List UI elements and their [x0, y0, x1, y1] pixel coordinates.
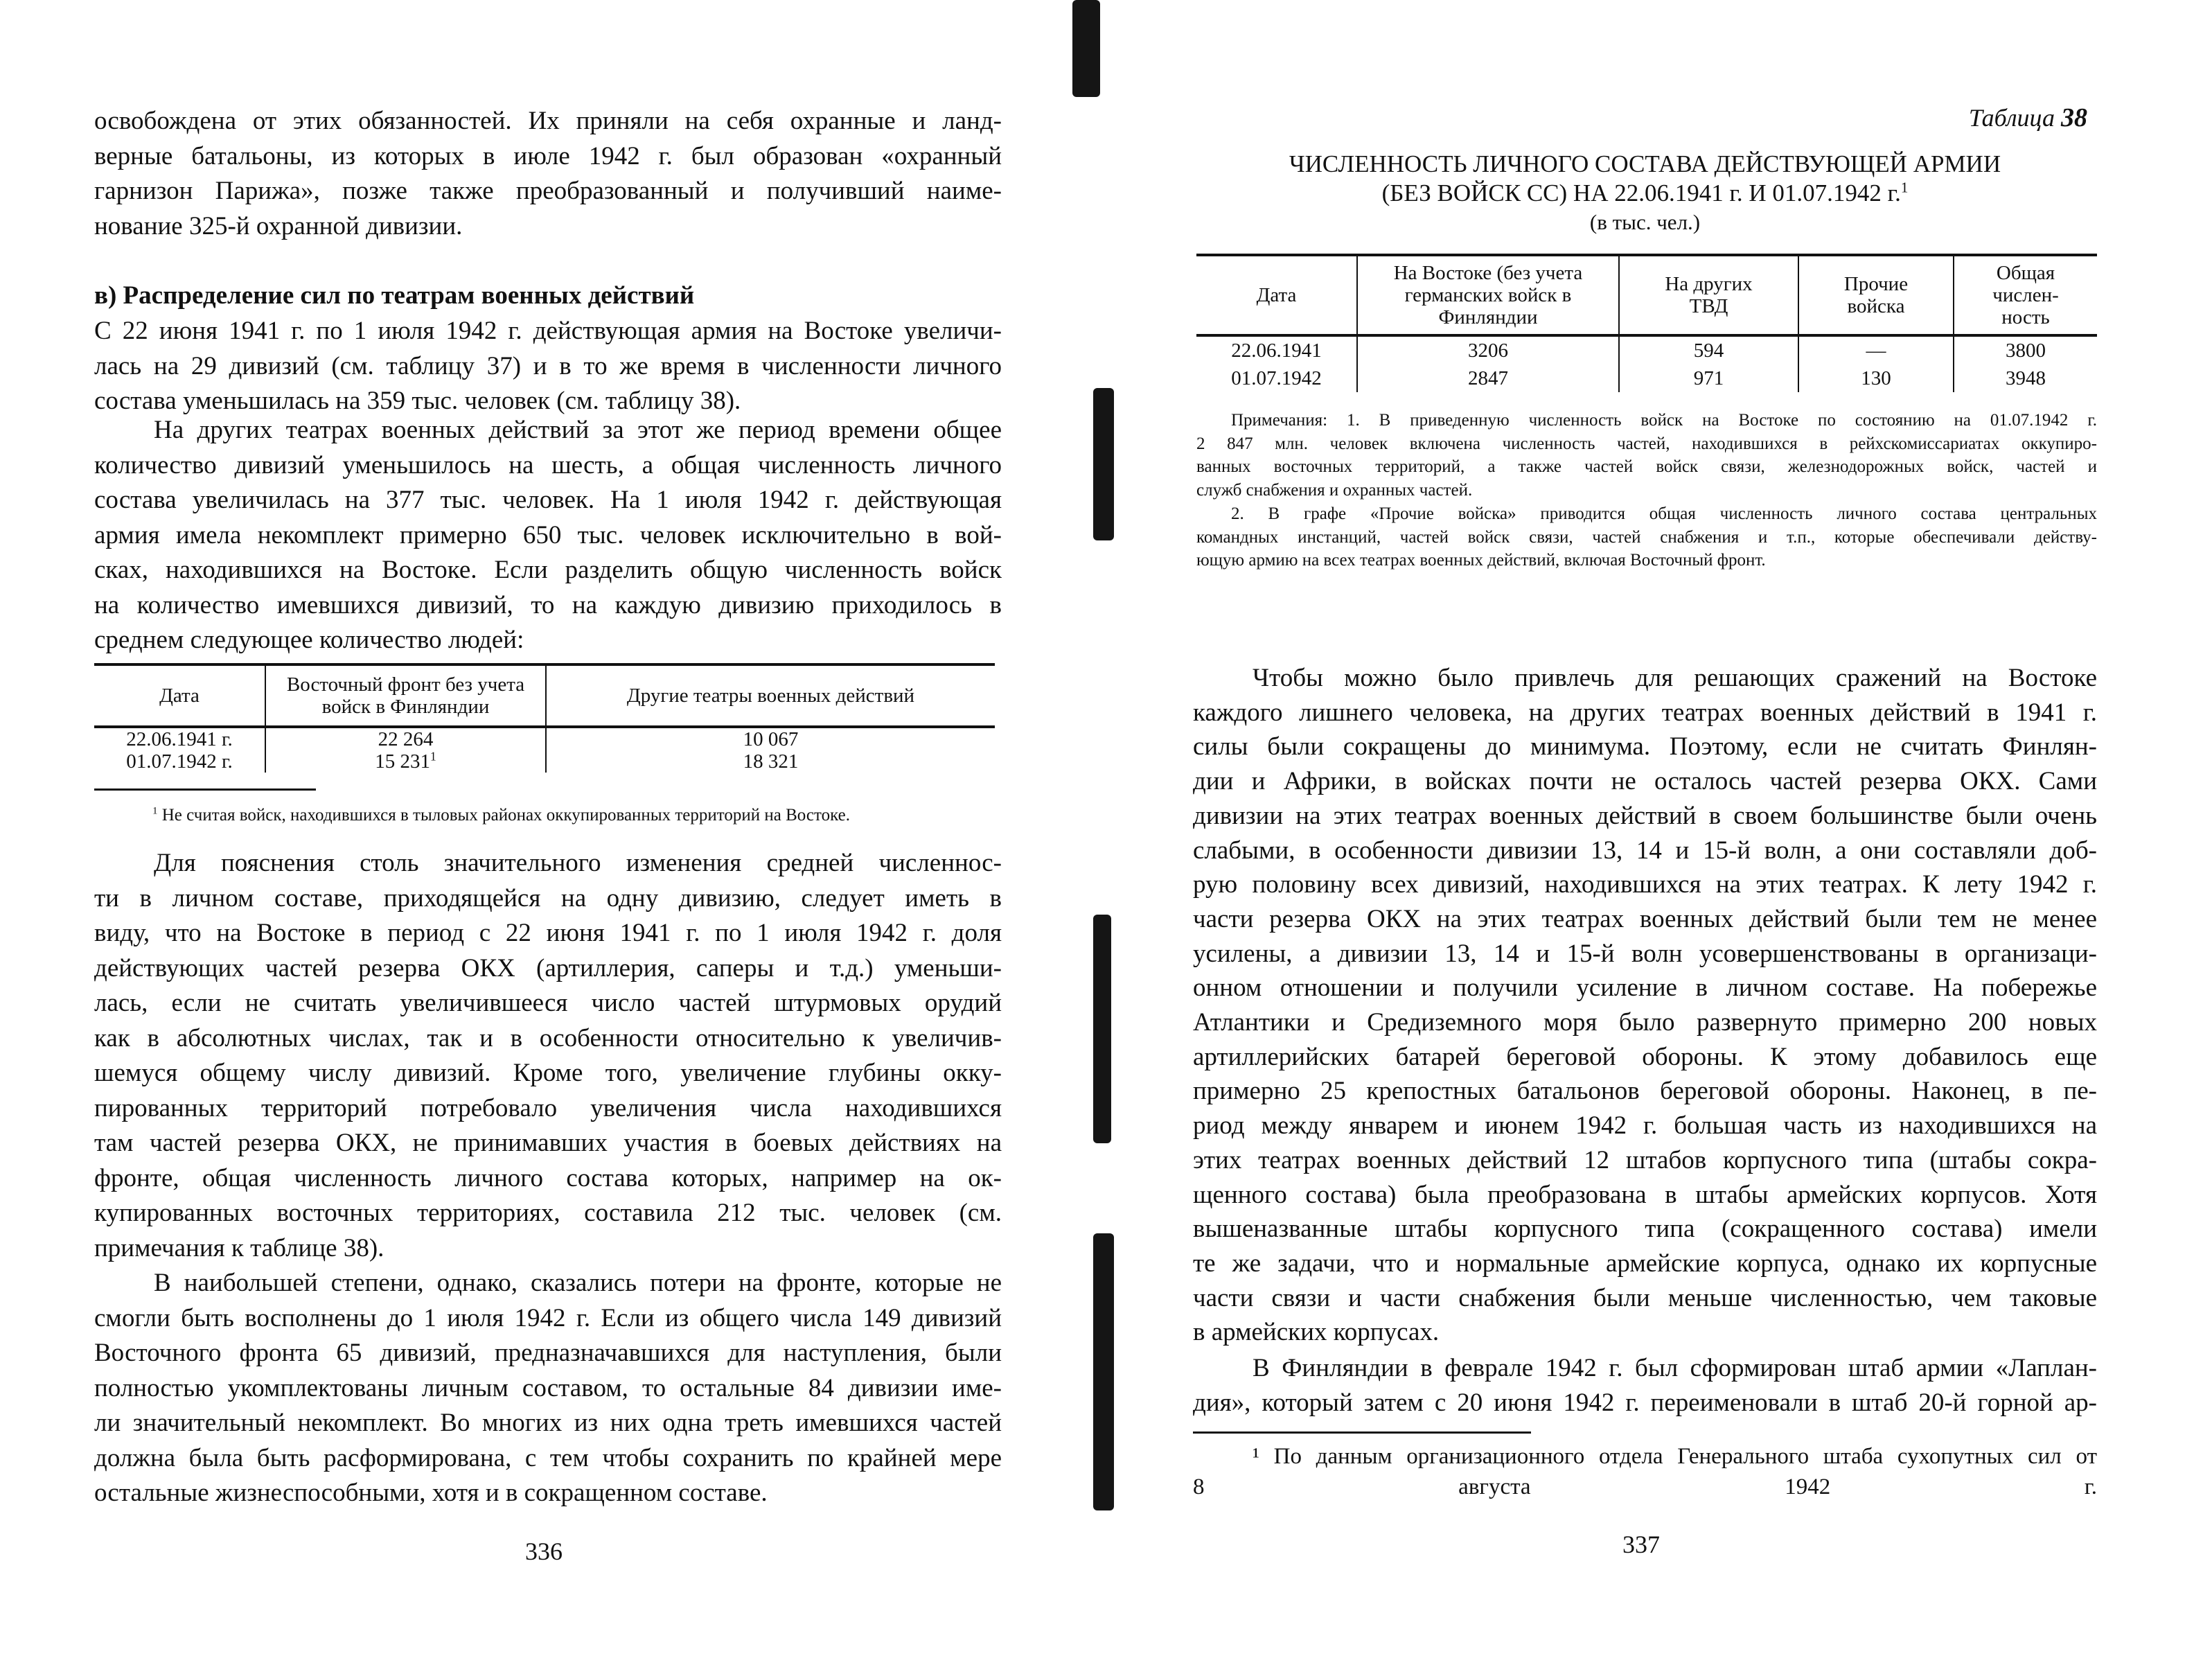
text-line: количество дивизий уменьшилось на шесть, а общая численность личного	[94, 450, 1002, 479]
page-number: 336	[525, 1538, 563, 1565]
text-line: дивизии на этих театрах военных действий в своем большинстве были очень	[1193, 801, 2097, 830]
cell-east: 2847	[1357, 364, 1619, 392]
text-line: 8 августа 1942 г.	[1193, 1474, 2097, 1499]
text-line: примерно 25 крепостных батальонов береговой обороны. Наконец, в пе-	[1193, 1077, 2097, 1106]
text-line: ванных восточных территорий, а также частей войск связи, железнодорожных войск, частей и	[1196, 457, 2097, 477]
text-line: Атлантики и Средиземного моря было развернуто примерно 200 новых	[1193, 1008, 2097, 1037]
scan-gutter-shadow	[1093, 388, 1114, 540]
cell-other: 971	[1619, 364, 1798, 392]
title-text: (БЕЗ ВОЙСК СС) НА 22.06.1941 г. И 01.07.1942 г.	[1381, 179, 1901, 206]
page-number: 337	[1622, 1531, 1660, 1558]
text-line: 2. В графе «Прочие войска» приводится общая численность личного состава центральных	[1231, 504, 2097, 523]
cell-misc: —	[1798, 335, 1954, 364]
cell-date: 22.06.1941	[1231, 340, 1322, 362]
text-line: купированных восточных территориях, составила 212 тыс. человек (см.	[94, 1199, 1002, 1227]
title-line	[1193, 179, 2097, 208]
cell-value: 22 264	[378, 728, 434, 750]
scan-gutter-shadow	[1072, 0, 1100, 97]
text-line: слабыми, в особенности дивизии 13, 14 и 15-й волн, а они составляли доб-	[1193, 836, 2097, 865]
text-line: состава увеличилась на 377 тыс. человек. На 1 июля 1942 г. действующая	[94, 486, 1002, 514]
text-line: те же задачи, что и нормальные армейские корпуса, однако их корпусные	[1193, 1249, 2097, 1278]
text-line: на количество имевшихся дивизий, то на каждую дивизию приходилось в	[94, 590, 1002, 619]
note	[1196, 409, 2097, 502]
footnote-marker: 1	[152, 805, 158, 817]
column-header: На других ТВД	[1619, 255, 1798, 335]
text-line: онном отношении и получили усиление в личном составе. На побережье	[1193, 973, 2097, 1003]
cell-other: 18 321	[546, 750, 995, 773]
text-line: лась, если не считать увеличившееся число частей штурмовых орудий	[94, 989, 1002, 1017]
text-line: действующих частей резерва ОКХ (артиллерия, саперы и т.д.) уменьши-	[94, 953, 1002, 983]
table-row	[94, 750, 995, 773]
text-line: В Финляндии в феврале 1942 г. был сформирован штаб армии «Лаплан-	[1253, 1354, 2097, 1382]
text-line: усилены, а дивизии 13, 14 и 15-й волн усовершенствованы в организаци-	[1193, 939, 2097, 968]
text-line: С 22 июня 1941 г. по 1 июля 1942 г. действующая армия на Востоке увеличи-	[94, 317, 1002, 345]
table-notes	[1196, 409, 2097, 572]
text-line: гарнизон Парижа», позже также преобразованный и получивший наиме-	[94, 177, 1002, 205]
column-header: Другие театры военных действий	[546, 664, 995, 727]
text-line: ¹ По данным организационного отдела Генерального штаба сухопутных сил от	[1253, 1444, 2097, 1469]
text-line: нование 325-й охранной дивизии.	[94, 211, 463, 240]
cell-date: 22.06.1941 г.	[126, 728, 233, 750]
text-line: В наибольшей степени, однако, сказались потери на фронте, которые не	[154, 1269, 1002, 1297]
text-line: Для пояснения столь значительного изменения средней численнос-	[154, 849, 1002, 877]
column-header: Дата	[94, 664, 265, 727]
text-line: как в абсолютных числах, так и в особенности относительно к увеличив-	[94, 1023, 1002, 1052]
text-line: армия имела некомплект примерно 650 тыс. человек исключительно в вой-	[94, 520, 1002, 549]
text-line: сках, находившихся на Востоке. Если разделить общую численность войск	[94, 556, 1002, 584]
text-line: щенного состава) была преобразована в штабы армейских корпусов. Хотя	[1193, 1180, 2097, 1209]
text-line: освобождена от этих обязанностей. Их приняли на себя охранные и ланд-	[94, 107, 1002, 135]
paragraph	[94, 314, 1002, 419]
table-number: 38	[2061, 103, 2087, 132]
column-header: Дата	[1196, 255, 1357, 335]
text-line: ти в личном составе, приходящейся на одну дивизию, следует иметь в	[94, 883, 1002, 913]
cell-east	[265, 727, 546, 750]
cell-other: 10 067	[546, 727, 995, 750]
text-line: Чтобы можно было привлечь для решающих сражений на Востоке	[1253, 664, 2097, 692]
text-line: состава уменьшилась на 359 тыс. человек (см. таблицу 38).	[94, 387, 741, 415]
footnote-rule	[1193, 1431, 1531, 1434]
paragraph	[94, 104, 1002, 244]
text-line: в армейских корпусах.	[1193, 1318, 1440, 1347]
text-line: командных инстанций, частей войск связи, частей снабжения и т.п., которые обеспечивали действу-	[1196, 527, 2097, 547]
paragraph	[1193, 1351, 2097, 1420]
text-line: служб снабжения и охранных частей.	[1196, 481, 1473, 500]
column-header: Прочие войска	[1798, 255, 1954, 335]
text-line: дии и Африки, в войсках почти не осталось частей резерва ОКХ. Сами	[1193, 767, 2097, 796]
paragraph	[94, 846, 1002, 1266]
text-line: ли значительный некомплект. Во многих из них одна треть имевшихся частей	[94, 1409, 1002, 1437]
cell-total: 3948	[1954, 364, 2097, 392]
text-line: части резерва ОКХ на этих театрах военных действий были тем не менее	[1193, 904, 2097, 933]
table-header-row	[94, 664, 995, 727]
cell-date: 01.07.1942 г.	[126, 750, 233, 773]
paragraph	[1193, 661, 2097, 1350]
table-header-row	[1196, 255, 2097, 335]
cell-east: 3206	[1357, 335, 1619, 364]
text-line: рую половину всех дивизий, находившихся на этих театрах. К лету 1942 г.	[1193, 870, 2097, 899]
footnote-marker: 1	[430, 749, 436, 764]
column-header: На Востоке (без учета германских войск в Финляндии	[1357, 255, 1619, 335]
cell-value: 15 231	[375, 750, 431, 773]
footnote-text: Не считая войск, находившихся в тыловых районах оккупированных территорий на Востоке.	[161, 806, 850, 825]
text-line: примечания к таблице 38).	[94, 1233, 384, 1262]
text-line: Примечания: 1. В приведенную численность войск на Востоке по состоянию на 01.07.1942 г.	[1231, 411, 2097, 430]
footnote-rule	[94, 788, 316, 791]
text-line: среднем следующее количество людей:	[94, 626, 524, 654]
text-line: артиллерийских батарей береговой обороны. К этому добавилось еще	[1193, 1042, 2097, 1071]
title-line: ЧИСЛЕННОСТЬ ЛИЧНОГО СОСТАВА ДЕЙСТВУЮЩЕЙ АРМИИ	[1289, 150, 2001, 177]
text-line: остальные жизнеспособными, хотя и в сокращенном составе.	[94, 1479, 768, 1507]
cell-other: 594	[1619, 335, 1798, 364]
footnote-marker: 1	[1900, 179, 1909, 196]
table-row	[94, 727, 995, 750]
text-line: риод между январем и июнем 1942 г. большая часть из находившихся на	[1193, 1111, 2097, 1140]
text-line: фронте, общая численность личного состава которых, например на ок-	[94, 1163, 1002, 1192]
text-line: смогли быть восполнены до 1 июля 1942 г. Если из общего числа 149 дивизий	[94, 1303, 1002, 1332]
title-units: (в тыс. чел.)	[1589, 210, 1701, 234]
text-line: дия», который затем с 20 июня 1942 г. переименовали в штаб 20-й горной ар-	[1193, 1388, 2097, 1417]
paragraph	[94, 1266, 1002, 1511]
note	[1196, 502, 2097, 572]
table-label-text: Таблица	[1968, 104, 2055, 132]
text-line: лась на 29 дивизий (см. таблицу 37) и в то же время в численности личного	[94, 351, 1002, 380]
text-line: должна была быть расформирована, с тем чтобы сохранить по крайней мере	[94, 1443, 1002, 1472]
scan-gutter-shadow	[1093, 915, 1111, 1143]
text-line: верные батальоны, из которых в июле 1942 г. был образован «охранный	[94, 141, 1002, 170]
table-row	[1196, 364, 2097, 392]
division-average-table	[94, 663, 995, 773]
text-line: Восточного фронта 65 дивизий, предназначавшихся для наступления, были	[94, 1339, 1002, 1367]
text-line: полностью укомплектованы личным составом, то остальные 84 дивизии име-	[94, 1373, 1002, 1402]
table-title	[1193, 150, 2097, 237]
column-header: Общая числен-ность	[1954, 255, 2097, 335]
text-line: там частей резерва ОКХ, не принимавших участия в боевых действиях на	[94, 1129, 1002, 1157]
army-strength-table	[1196, 254, 2097, 392]
table-footnote	[152, 804, 850, 827]
text-line: шемуся общему числу дивизий. Кроме того, увеличение глубины окку-	[94, 1059, 1002, 1087]
text-line: пированных территорий потребовало увеличения числа находившихся	[94, 1093, 1002, 1122]
cell-misc: 130	[1798, 364, 1954, 392]
text-line: силы были сокращены до минимума. Поэтому, если не считать Финлян-	[1193, 732, 2097, 761]
cell-date: 01.07.1942	[1231, 367, 1322, 389]
table-label	[1870, 103, 2087, 133]
text-line: части связи и части снабжения были меньше численностью, чем таковые	[1193, 1283, 2097, 1312]
cell-total: 3800	[1954, 335, 2097, 364]
text-line: На других театрах военных действий за этот же период времени общее	[154, 416, 1002, 444]
text-line: этих театрах военных действий 12 штабов корпусного типа (штабы сокра-	[1193, 1145, 2097, 1174]
text-line: виду, что на Востоке в период с 22 июня 1941 г. по 1 июля 1942 г. доля	[94, 919, 1002, 947]
table-row	[1196, 335, 2097, 364]
section-heading: в) Распределение сил по театрам военных действий	[94, 281, 695, 310]
text-line: вышеназванные штабы корпусного типа (сокращенного состава) имели	[1193, 1215, 2097, 1244]
text-line: ющую армию на всех театрах военных действий, включая Восточный фронт.	[1196, 551, 1766, 570]
scan-gutter-shadow	[1093, 1233, 1114, 1510]
column-header: Восточный фронт без учета войск в Финляндии	[265, 664, 546, 727]
cell-east	[265, 750, 546, 773]
text-line: 2 847 млн. человек включена численность частей, находившихся в рейхскомиссариатах оккупиро-	[1196, 434, 2097, 453]
page-footnote	[1193, 1441, 2097, 1502]
paragraph	[94, 413, 1002, 658]
text-line: каждого лишнего человека, на других театрах военных действий в 1941 г.	[1193, 698, 2097, 727]
